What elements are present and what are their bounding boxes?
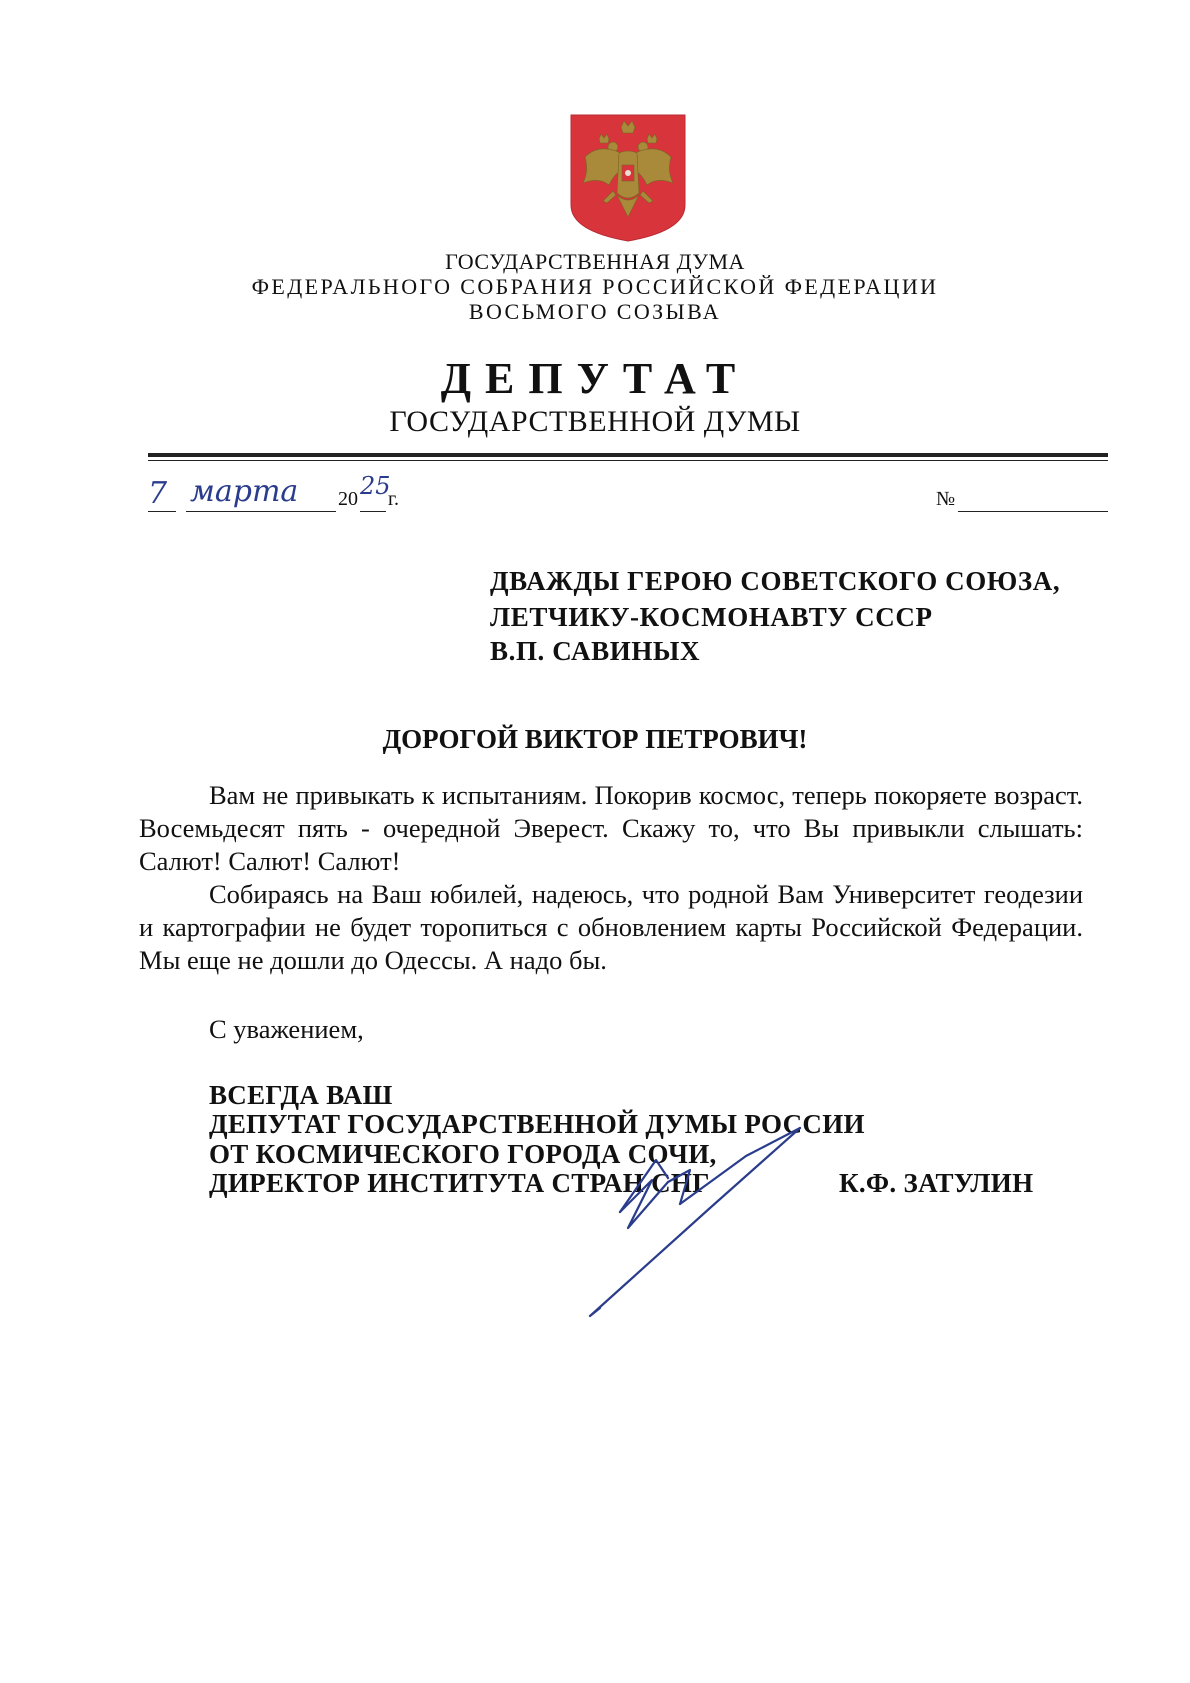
date-day-handwritten: 7	[148, 476, 168, 511]
addressee-line-3: В.П. САВИНЫХ	[490, 636, 701, 666]
closing: С уважением,	[209, 1014, 364, 1044]
coat-of-arms-emblem	[569, 113, 687, 243]
date-year-prefix: 20	[338, 488, 358, 510]
greeting: ДОРОГОЙ ВИКТОР ПЕТРОВИЧ!	[382, 724, 808, 754]
date-year-mark: г.	[388, 488, 399, 510]
signature-line-3: ОТ КОСМИЧЕСКОГО ГОРОДА СОЧИ,	[209, 1139, 717, 1169]
signature-line-1: ВСЕГДА ВАШ	[209, 1080, 393, 1110]
body-paragraph: Вам не привыкать к испытаниям. Покорив космос, теперь покоряете возраст. Восемьдесят пять - очередной Эверест. Скажу то, что Вы привыкли слышать: Салют! Салют! Салют!	[139, 780, 1083, 876]
number-field	[958, 511, 1108, 512]
addressee-line-2: ЛЕТЧИКУ-КОСМОНАВТУ СССР	[490, 602, 933, 632]
title-state-duma: ГОСУДАРСТВЕННОЙ ДУМЫ	[389, 405, 801, 438]
header-line-2: ФЕДЕРАЛЬНОГО СОБРАНИЯ РОССИЙСКОЙ ФЕДЕРАЦИИ	[251, 274, 939, 299]
signature-line-2: ДЕПУТАТ ГОСУДАРСТВЕННОЙ ДУМЫ РОССИИ	[209, 1109, 865, 1139]
header-line-3: ВОСЬМОГО СОЗЫВА	[468, 299, 722, 324]
body-paragraph: Собираясь на Ваш юбилей, надеюсь, что родной Вам Университет геодезии и картографии не будет торопиться с обновлением карты Российской Федерации. Мы еще не дошли до Одессы. А надо бы.	[139, 879, 1083, 975]
title-deputat: ДЕПУТАТ	[440, 354, 750, 403]
signer-name: К.Ф. ЗАТУЛИН	[839, 1168, 1034, 1198]
number-label: №	[936, 488, 956, 510]
date-month-handwritten: марта	[190, 474, 299, 509]
date-year-handwritten: 25	[360, 472, 391, 500]
signature-line-4: ДИРЕКТОР ИНСТИТУТА СТРАН СНГ	[209, 1168, 710, 1198]
handwritten-signature	[560, 1120, 860, 1320]
header-divider-thin	[148, 460, 1108, 461]
letter-body	[139, 779, 1083, 977]
header-line-1: ГОСУДАРСТВЕННАЯ ДУМА	[445, 249, 745, 274]
addressee-line-1: ДВАЖДЫ ГЕРОЮ СОВЕТСКОГО СОЮЗА,	[490, 566, 1061, 596]
date-row	[148, 472, 1108, 518]
header-divider-thick	[148, 453, 1108, 457]
